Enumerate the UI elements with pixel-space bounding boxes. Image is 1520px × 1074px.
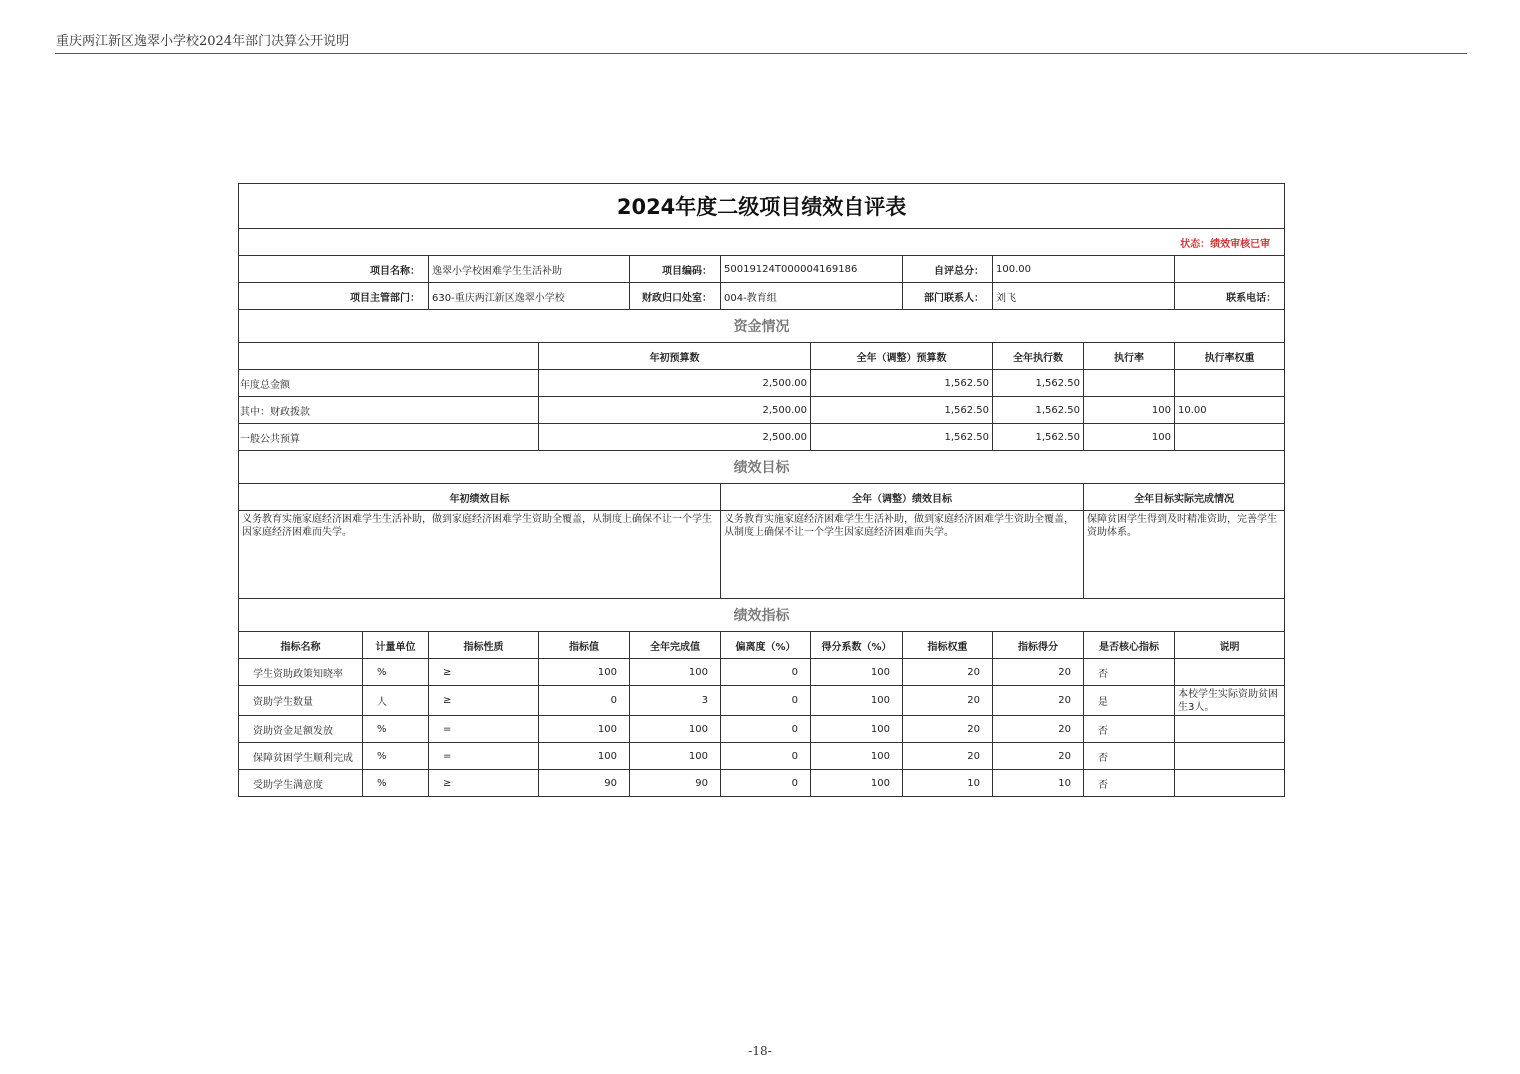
indicator-coef: 100 <box>811 716 903 743</box>
funds-row-weight: 10.00 <box>1175 397 1285 424</box>
page-header: 重庆两江新区逸翠小学校2024年部门决算公开说明 <box>56 34 350 49</box>
goals-section-title: 绩效目标 <box>239 451 1285 484</box>
project-code-value: 50019124T000004169186 <box>721 256 903 283</box>
funds-row-adjusted: 1,562.50 <box>811 397 993 424</box>
funds-row <box>239 397 1285 424</box>
status-badge: 状态：绩效审核已审 <box>239 229 1285 256</box>
goals-header-actual: 全年目标实际完成情况 <box>1084 484 1285 511</box>
indicator-coef: 100 <box>811 770 903 797</box>
indicator-header-deviation: 偏离度（%） <box>721 632 811 659</box>
project-name-label: 项目名称： <box>239 256 429 283</box>
funds-row <box>239 370 1285 397</box>
goals-content-row <box>239 511 1285 599</box>
indicator-note <box>1175 770 1285 797</box>
phone-label: 联系电话： <box>1175 283 1285 310</box>
funds-row <box>239 424 1285 451</box>
project-code-label: 项目编码： <box>630 256 721 283</box>
indicator-header-coef: 得分系数（%） <box>811 632 903 659</box>
indicator-coef: 100 <box>811 743 903 770</box>
funds-row-rate <box>1084 370 1175 397</box>
info-row-2 <box>239 283 1285 310</box>
funds-row-initial: 2,500.00 <box>539 397 811 424</box>
indicator-target: 90 <box>539 770 630 797</box>
total-score-value: 100.00 <box>993 256 1175 283</box>
funds-row-executed: 1,562.50 <box>993 397 1084 424</box>
indicator-header-note: 说明 <box>1175 632 1285 659</box>
indicator-row <box>239 770 1285 797</box>
funds-header-rate: 执行率 <box>1084 343 1175 370</box>
funds-row-executed: 1,562.50 <box>993 370 1084 397</box>
indicator-header-actual: 全年完成值 <box>630 632 721 659</box>
indicator-name: 资助资金足额发放 <box>239 716 363 743</box>
indicator-actual: 3 <box>630 686 721 716</box>
indicator-core: 否 <box>1084 770 1175 797</box>
indicator-core: 是 <box>1084 686 1175 716</box>
indicators-section-title: 绩效指标 <box>239 599 1285 632</box>
goals-header-initial: 年初绩效目标 <box>239 484 721 511</box>
actual-completion-text: 保障贫困学生得到及时精准资助，完善学生资助体系。 <box>1084 511 1285 599</box>
funds-row-initial: 2,500.00 <box>539 370 811 397</box>
funds-row-adjusted: 1,562.50 <box>811 424 993 451</box>
funds-row-adjusted: 1,562.50 <box>811 370 993 397</box>
info-row-1 <box>239 256 1285 283</box>
indicator-target: 100 <box>539 659 630 686</box>
indicator-header-core: 是否核心指标 <box>1084 632 1175 659</box>
empty-cell <box>1175 256 1285 283</box>
indicator-deviation: 0 <box>721 686 811 716</box>
funds-header-weight: 执行率权重 <box>1175 343 1285 370</box>
indicator-weight: 20 <box>903 716 993 743</box>
indicator-target: 100 <box>539 716 630 743</box>
indicator-score: 20 <box>993 686 1084 716</box>
indicator-score: 20 <box>993 659 1084 686</box>
indicator-score: 20 <box>993 716 1084 743</box>
contact-value: 刘飞 <box>993 283 1175 310</box>
indicator-unit: % <box>363 716 429 743</box>
funds-row-rate: 100 <box>1084 397 1175 424</box>
funds-header-row <box>239 343 1285 370</box>
contact-label: 部门联系人： <box>903 283 993 310</box>
indicators-header-row <box>239 632 1285 659</box>
indicator-header-unit: 计量单位 <box>363 632 429 659</box>
indicator-coef: 100 <box>811 686 903 716</box>
indicator-header-name: 指标名称 <box>239 632 363 659</box>
indicator-nature: ≥ <box>429 770 539 797</box>
indicator-deviation: 0 <box>721 716 811 743</box>
total-score-label: 自评总分： <box>903 256 993 283</box>
indicator-header-nature: 指标性质 <box>429 632 539 659</box>
funds-row-rate: 100 <box>1084 424 1175 451</box>
funds-row-weight <box>1175 424 1285 451</box>
funds-row-executed: 1,562.50 <box>993 424 1084 451</box>
indicator-note <box>1175 716 1285 743</box>
funds-row-name: 其中：财政拨款 <box>239 397 539 424</box>
indicator-row <box>239 686 1285 716</box>
indicator-nature: ≥ <box>429 659 539 686</box>
goals-header-row <box>239 484 1285 511</box>
indicator-header-score: 指标得分 <box>993 632 1084 659</box>
indicator-unit: 人 <box>363 686 429 716</box>
funds-header-adjusted: 全年（调整）预算数 <box>811 343 993 370</box>
header-divider <box>55 53 1467 54</box>
indicator-note <box>1175 659 1285 686</box>
finance-office-label: 财政归口处室： <box>630 283 721 310</box>
indicator-target: 0 <box>539 686 630 716</box>
indicator-row <box>239 743 1285 770</box>
indicator-note: 本校学生实际资助贫困生3人。 <box>1175 686 1285 716</box>
indicator-row <box>239 659 1285 686</box>
funds-header-empty <box>239 343 539 370</box>
indicator-target: 100 <box>539 743 630 770</box>
indicator-name: 学生资助政策知晓率 <box>239 659 363 686</box>
indicator-name: 保障贫困学生顺利完成 <box>239 743 363 770</box>
indicator-score: 10 <box>993 770 1084 797</box>
indicator-score: 20 <box>993 743 1084 770</box>
funds-row-weight <box>1175 370 1285 397</box>
indicator-unit: % <box>363 743 429 770</box>
indicator-weight: 20 <box>903 743 993 770</box>
performance-evaluation-table <box>238 183 1285 797</box>
indicator-nature: = <box>429 743 539 770</box>
initial-goal-text: 义务教育实施家庭经济困难学生生活补助，做到家庭经济困难学生资助全覆盖，从制度上确保不让一个学生因家庭经济困难而失学。 <box>239 511 721 599</box>
indicator-actual: 100 <box>630 659 721 686</box>
dept-label: 项目主管部门： <box>239 283 429 310</box>
indicator-weight: 20 <box>903 659 993 686</box>
indicator-actual: 100 <box>630 743 721 770</box>
finance-office-value: 004-教育组 <box>721 283 903 310</box>
form-title: 2024年度二级项目绩效自评表 <box>239 184 1285 229</box>
funds-row-name: 年度总金额 <box>239 370 539 397</box>
indicator-header-weight: 指标权重 <box>903 632 993 659</box>
indicator-name: 资助学生数量 <box>239 686 363 716</box>
indicator-unit: % <box>363 659 429 686</box>
adjusted-goal-text: 义务教育实施家庭经济困难学生生活补助，做到家庭经济困难学生资助全覆盖，从制度上确保不让一个学生因家庭经济困难而失学。 <box>721 511 1084 599</box>
indicator-note <box>1175 743 1285 770</box>
indicator-nature: = <box>429 716 539 743</box>
indicator-weight: 10 <box>903 770 993 797</box>
indicator-core: 否 <box>1084 743 1175 770</box>
indicator-deviation: 0 <box>721 659 811 686</box>
indicator-nature: ≥ <box>429 686 539 716</box>
indicator-core: 否 <box>1084 659 1175 686</box>
indicator-name: 受助学生满意度 <box>239 770 363 797</box>
dept-value: 630-重庆两江新区逸翠小学校 <box>429 283 630 310</box>
indicator-weight: 20 <box>903 686 993 716</box>
indicator-header-target: 指标值 <box>539 632 630 659</box>
funds-row-initial: 2,500.00 <box>539 424 811 451</box>
indicator-unit: % <box>363 770 429 797</box>
project-name-value: 逸翠小学校困难学生生活补助 <box>429 256 630 283</box>
indicator-deviation: 0 <box>721 743 811 770</box>
funds-row-name: 一般公共预算 <box>239 424 539 451</box>
funds-section-title: 资金情况 <box>239 310 1285 343</box>
page-number: -18- <box>748 1044 772 1058</box>
indicator-deviation: 0 <box>721 770 811 797</box>
goals-header-adjusted: 全年（调整）绩效目标 <box>721 484 1084 511</box>
funds-header-executed: 全年执行数 <box>993 343 1084 370</box>
indicator-coef: 100 <box>811 659 903 686</box>
indicator-row <box>239 716 1285 743</box>
indicator-actual: 90 <box>630 770 721 797</box>
indicator-core: 否 <box>1084 716 1175 743</box>
funds-header-initial: 年初预算数 <box>539 343 811 370</box>
indicator-actual: 100 <box>630 716 721 743</box>
